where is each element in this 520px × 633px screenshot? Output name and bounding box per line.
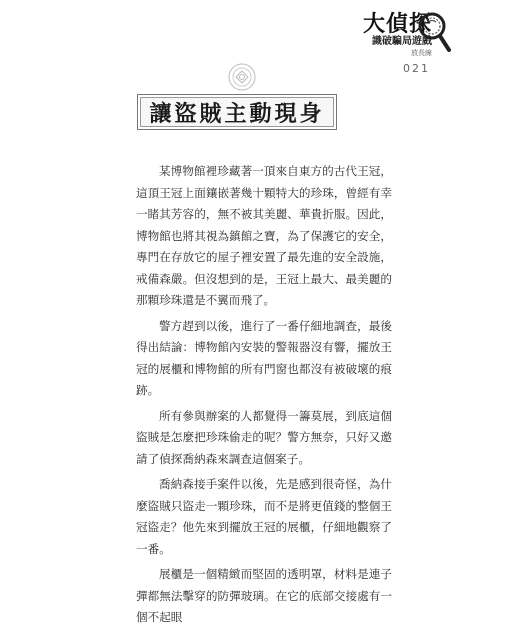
paragraph: 某博物館裡珍藏著一頂來自東方的古代王冠，這頂王冠上面鑲嵌著幾十顆特大的珍珠，曾經有幸一睹其芳容的，無不被其美麗、華貴折服。因此，博物館也將其視為鎮館之寶，為了保護它的安全，專門在存放它的屋子裡安置了最先進的安全設施，戒備森嚴。但沒想到的是，王冠上最大、最美麗的那顆珍珠還是不翼而飛了。 (136, 164, 392, 307)
series-tagline: 放長線 (411, 49, 432, 57)
series-subtitle: 識破騙局遊戲 (372, 36, 432, 47)
chapter-title-frame (140, 97, 334, 127)
body-text (136, 161, 392, 633)
series-title: 大偵探 (362, 12, 432, 37)
paragraph: 喬納森接手案件以後，先是感到很奇怪，為什麼盜賊只盜走一顆珍珠，而不是將更值錢的整個王冠盜走？他先來到擺放王冠的展櫃，仔細地觀察了一番。 (136, 477, 392, 556)
chapter-title-banner (137, 94, 337, 130)
paragraph: 警方趕到以後，進行了一番仔細地調查，最後得出結論：博物館內安裝的警報器沒有響，擺放王冠的展櫃和博物館的所有門窗也都沒有被破壞的痕跡。 (136, 318, 392, 397)
paragraph: 所有參與辦案的人都覺得一籌莫展，到底這個盜賊是怎麼把珍珠偷走的呢？警方無奈，只好又邀請了偵探喬納森來調查這個案子。 (136, 408, 392, 466)
magnifier-icon (416, 10, 452, 54)
paragraph: 展櫃是一個精緻而堅固的透明罩，材料是連子彈都無法擊穿的防彈玻璃。在它的底部交接處有一個不起眼 (136, 567, 392, 624)
chapter-title: 讓盜賊主動現身 (149, 101, 325, 127)
page-number: 021 (403, 62, 430, 75)
ornament-icon (222, 62, 262, 92)
series-brand (312, 14, 432, 58)
